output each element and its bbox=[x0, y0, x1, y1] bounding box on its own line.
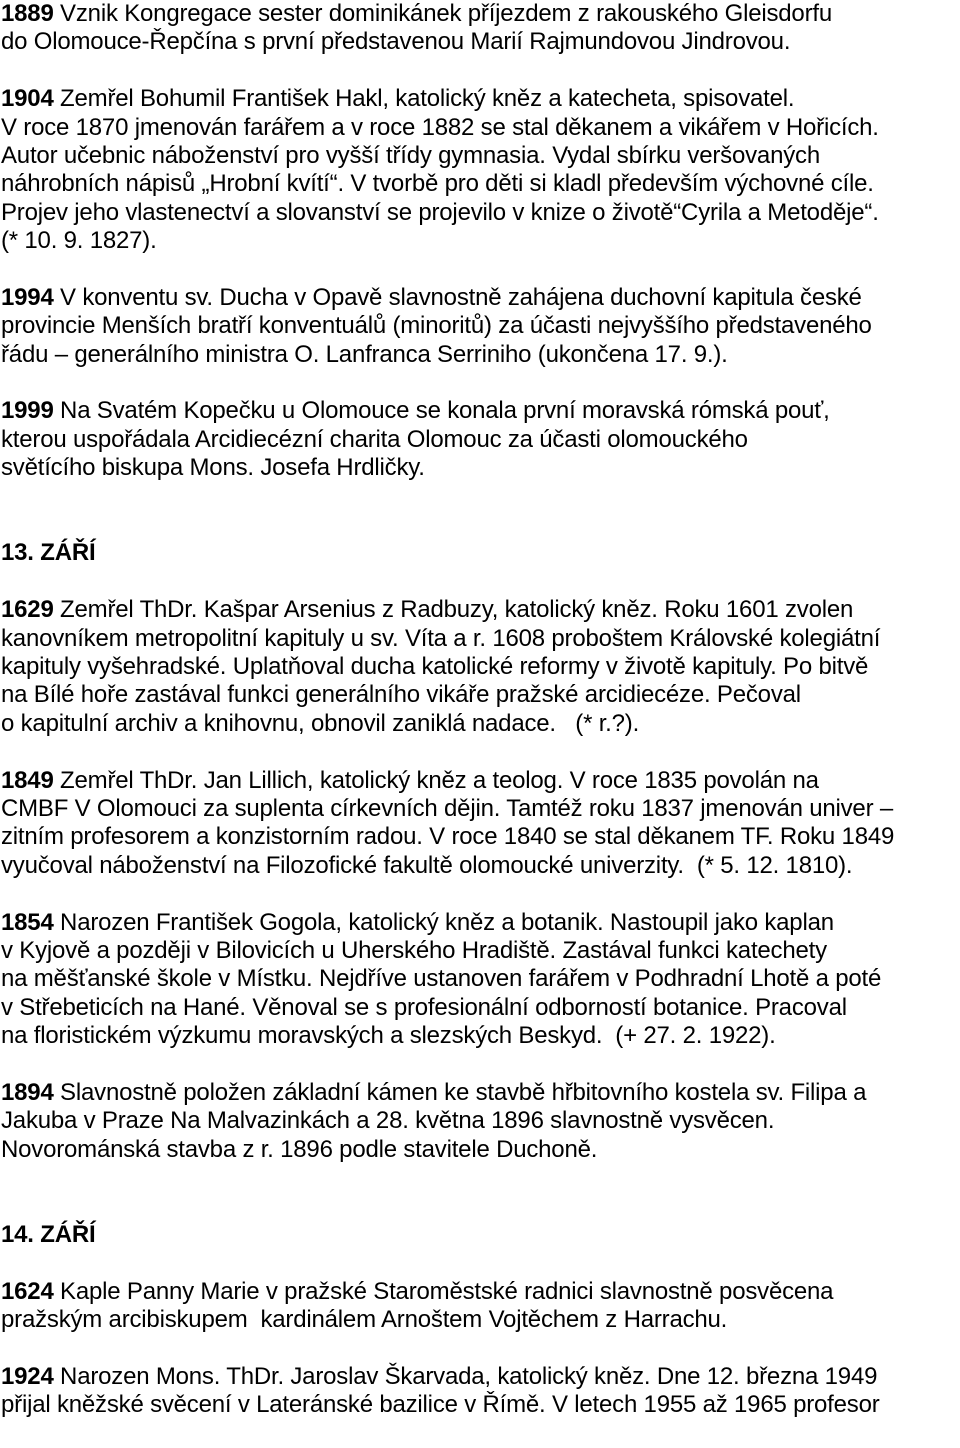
entry-line bbox=[1, 0, 960, 28]
entry-line bbox=[1, 823, 960, 851]
entry-text: kapituly vyšehradské. Uplatňoval ducha katolické reformy v životě kapituly. Po bitvě bbox=[1, 652, 869, 680]
entry-text: (* 10. 9. 1827). bbox=[1, 227, 157, 255]
calendar-entry bbox=[1, 1363, 960, 1420]
entry-line bbox=[1, 653, 960, 681]
blank-line bbox=[1, 568, 960, 596]
entry-line bbox=[1, 1391, 960, 1419]
entry-text: pražským arcibiskupem kardinálem Arnoštem Vojtěchem z Harrachu. bbox=[1, 1305, 728, 1333]
entry-line bbox=[1, 852, 960, 880]
entry-line bbox=[1, 1136, 960, 1164]
blank-line bbox=[1, 1249, 960, 1277]
entry-line bbox=[1, 596, 960, 624]
entry-text: v Kyjově a později v Bilovicích u Uherského Hradiště. Zastával funkci katechety bbox=[1, 936, 827, 964]
entry-text: Zemřel Bohumil František Hakl, katolický kněz a katecheta, spisovatel. bbox=[53, 85, 795, 113]
entry-text: na měšťanské škole v Místku. Nejdříve ustanoven farářem v Podhradní Lhotě a poté bbox=[1, 965, 882, 993]
entry-line bbox=[1, 795, 960, 823]
entry-line bbox=[1, 284, 960, 312]
entry-text: Novorománská stavba z r. 1896 podle stavitele Duchoně. bbox=[1, 1135, 598, 1163]
calendar-entry bbox=[1, 284, 960, 369]
entry-text: na Bílé hoře zastával funkci generálního vikáře pražské arcidiecéze. Pečoval bbox=[1, 681, 801, 709]
entry-text: přijal kněžské svěcení v Lateránské bazilice v Římě. V letech 1955 až 1965 profesor bbox=[1, 1391, 880, 1419]
entry-text: V konventu sv. Ducha v Opavě slavnostně zahájena duchovní kapitula české bbox=[53, 283, 862, 311]
entry-line bbox=[1, 199, 960, 227]
blank-line bbox=[1, 1192, 960, 1220]
entry-line bbox=[1, 426, 960, 454]
entry-year: 1624 bbox=[1, 1277, 54, 1305]
blank-line bbox=[1, 57, 960, 85]
entry-line bbox=[1, 142, 960, 170]
entry-text: Vznik Kongregace sester dominikánek příjezdem z rakouského Gleisdorfu bbox=[53, 0, 832, 27]
calendar-entry bbox=[1, 0, 960, 57]
entry-year: 1994 bbox=[1, 283, 54, 311]
entry-text: Narozen Mons. ThDr. Jaroslav Škarvada, katolický kněz. Dne 12. března 1949 bbox=[53, 1362, 878, 1390]
entry-year: 1904 bbox=[1, 85, 54, 113]
entry-text: o kapitulní archiv a knihovnu, obnovil zaniklá nadace. (* r.?). bbox=[1, 709, 640, 737]
entry-year: 1629 bbox=[1, 596, 54, 624]
entry-text: Narozen František Gogola, katolický kněz a botanik. Nastoupil jako kaplan bbox=[53, 908, 834, 936]
date-heading: 14. ZÁŘÍ bbox=[1, 1220, 96, 1248]
entry-line bbox=[1, 909, 960, 937]
blank-line bbox=[1, 483, 960, 511]
entry-text: na floristickém výzkumu moravských a slezských Beskyd. (+ 27. 2. 1922). bbox=[1, 1022, 776, 1050]
blank-line bbox=[1, 738, 960, 766]
entry-line bbox=[1, 1278, 960, 1306]
entry-text: Kaple Panny Marie v pražské Staroměstské radnici slavnostně posvěcena bbox=[53, 1277, 834, 1305]
blank-line bbox=[1, 511, 960, 539]
entry-year: 1894 bbox=[1, 1078, 54, 1106]
entry-text: zitním profesorem a konzistorním radou. V roce 1840 se stal děkanem TF. Roku 1849 bbox=[1, 823, 895, 851]
entry-text: CMBF V Olomouci za suplenta církevních dějin. Tamtéž roku 1837 jmenován univer – bbox=[1, 794, 893, 822]
entry-line bbox=[1, 114, 960, 142]
entry-text: Autor učebnic náboženství pro vyšší třídy gymnasia. Vydal sbírku veršovaných bbox=[1, 141, 820, 169]
blank-line bbox=[1, 1334, 960, 1362]
calendar-entry bbox=[1, 1079, 960, 1164]
entry-line bbox=[1, 454, 960, 482]
calendar-entry bbox=[1, 596, 960, 738]
calendar-entry bbox=[1, 85, 960, 255]
blank-line bbox=[1, 880, 960, 908]
date-heading: 13. ZÁŘÍ bbox=[1, 539, 96, 567]
entry-line bbox=[1, 170, 960, 198]
entry-text: kterou uspořádala Arcidiecézní charita Olomouc za účasti olomouckého bbox=[1, 425, 748, 453]
blank-line bbox=[1, 256, 960, 284]
entry-text: vyučoval náboženství na Filozofické fakultě olomoucké univerzity. (* 5. 12. 1810). bbox=[1, 851, 853, 879]
entry-line bbox=[1, 85, 960, 113]
entry-year: 1854 bbox=[1, 908, 54, 936]
entry-line bbox=[1, 28, 960, 56]
entry-line bbox=[1, 341, 960, 369]
entry-text: Slavnostně položen základní kámen ke stavbě hřbitovního kostela sv. Filipa a bbox=[53, 1078, 867, 1106]
entry-text: v Střebeticích na Hané. Věnoval se s profesionální odborností botanice. Pracoval bbox=[1, 993, 847, 1021]
entry-text: provincie Menších bratří konventuálů (minoritů) za účasti nejvyššího představeného bbox=[1, 312, 872, 340]
entry-line bbox=[1, 767, 960, 795]
entry-text: Projev jeho vlastenectví a slovanství se projevilo v knize o životě“Cyrila a Metoděje“. bbox=[1, 198, 879, 226]
entry-line bbox=[1, 1022, 960, 1050]
entry-line bbox=[1, 710, 960, 738]
entry-line bbox=[1, 1363, 960, 1391]
entry-line bbox=[1, 397, 960, 425]
blank-line bbox=[1, 1050, 960, 1078]
entry-line bbox=[1, 625, 960, 653]
entry-line bbox=[1, 965, 960, 993]
entry-year: 1889 bbox=[1, 0, 54, 27]
entry-line bbox=[1, 937, 960, 965]
entry-year: 1924 bbox=[1, 1362, 54, 1390]
entry-text: řádu – generálního ministra O. Lanfranca Serriniho (ukončena 17. 9.). bbox=[1, 340, 728, 368]
calendar-entry bbox=[1, 397, 960, 482]
calendar-entry bbox=[1, 767, 960, 881]
entry-text: náhrobních nápisů „Hrobní kvítí“. V tvorbě pro děti si kladl především výchovné cíle. bbox=[1, 170, 874, 198]
entry-text: kanovníkem metropolitní kapituly u sv. Víta a r. 1608 proboštem Královské kolegiátní bbox=[1, 624, 881, 652]
blank-line bbox=[1, 369, 960, 397]
entry-line bbox=[1, 1306, 960, 1334]
entry-text: Zemřel ThDr. Jan Lillich, katolický kněz a teolog. V roce 1835 povolán na bbox=[53, 766, 819, 794]
entry-line bbox=[1, 227, 960, 255]
entry-text: světícího biskupa Mons. Josefa Hrdličky. bbox=[1, 454, 425, 482]
entry-line bbox=[1, 994, 960, 1022]
entry-text: Na Svatém Kopečku u Olomouce se konala první moravská rómská pouť, bbox=[53, 397, 830, 425]
entry-text: do Olomouce-Řepčína s první představenou Marií Rajmundovou Jindrovou. bbox=[1, 28, 791, 56]
entry-year: 1999 bbox=[1, 397, 54, 425]
entry-year: 1849 bbox=[1, 766, 54, 794]
entry-text: Zemřel ThDr. Kašpar Arsenius z Radbuzy, katolický kněz. Roku 1601 zvolen bbox=[53, 596, 854, 624]
entry-text: Jakuba v Praze Na Malvazinkách a 28. května 1896 slavnostně vysvěcen. bbox=[1, 1107, 775, 1135]
calendar-entry bbox=[1, 1278, 960, 1335]
entry-line bbox=[1, 312, 960, 340]
entry-line bbox=[1, 1107, 960, 1135]
blank-line bbox=[1, 1164, 960, 1192]
entry-text: V roce 1870 jmenován farářem a v roce 1882 se stal děkanem a vikářem v Hořicích. bbox=[1, 113, 879, 141]
entry-line bbox=[1, 1079, 960, 1107]
calendar-entry bbox=[1, 909, 960, 1051]
entry-line bbox=[1, 681, 960, 709]
